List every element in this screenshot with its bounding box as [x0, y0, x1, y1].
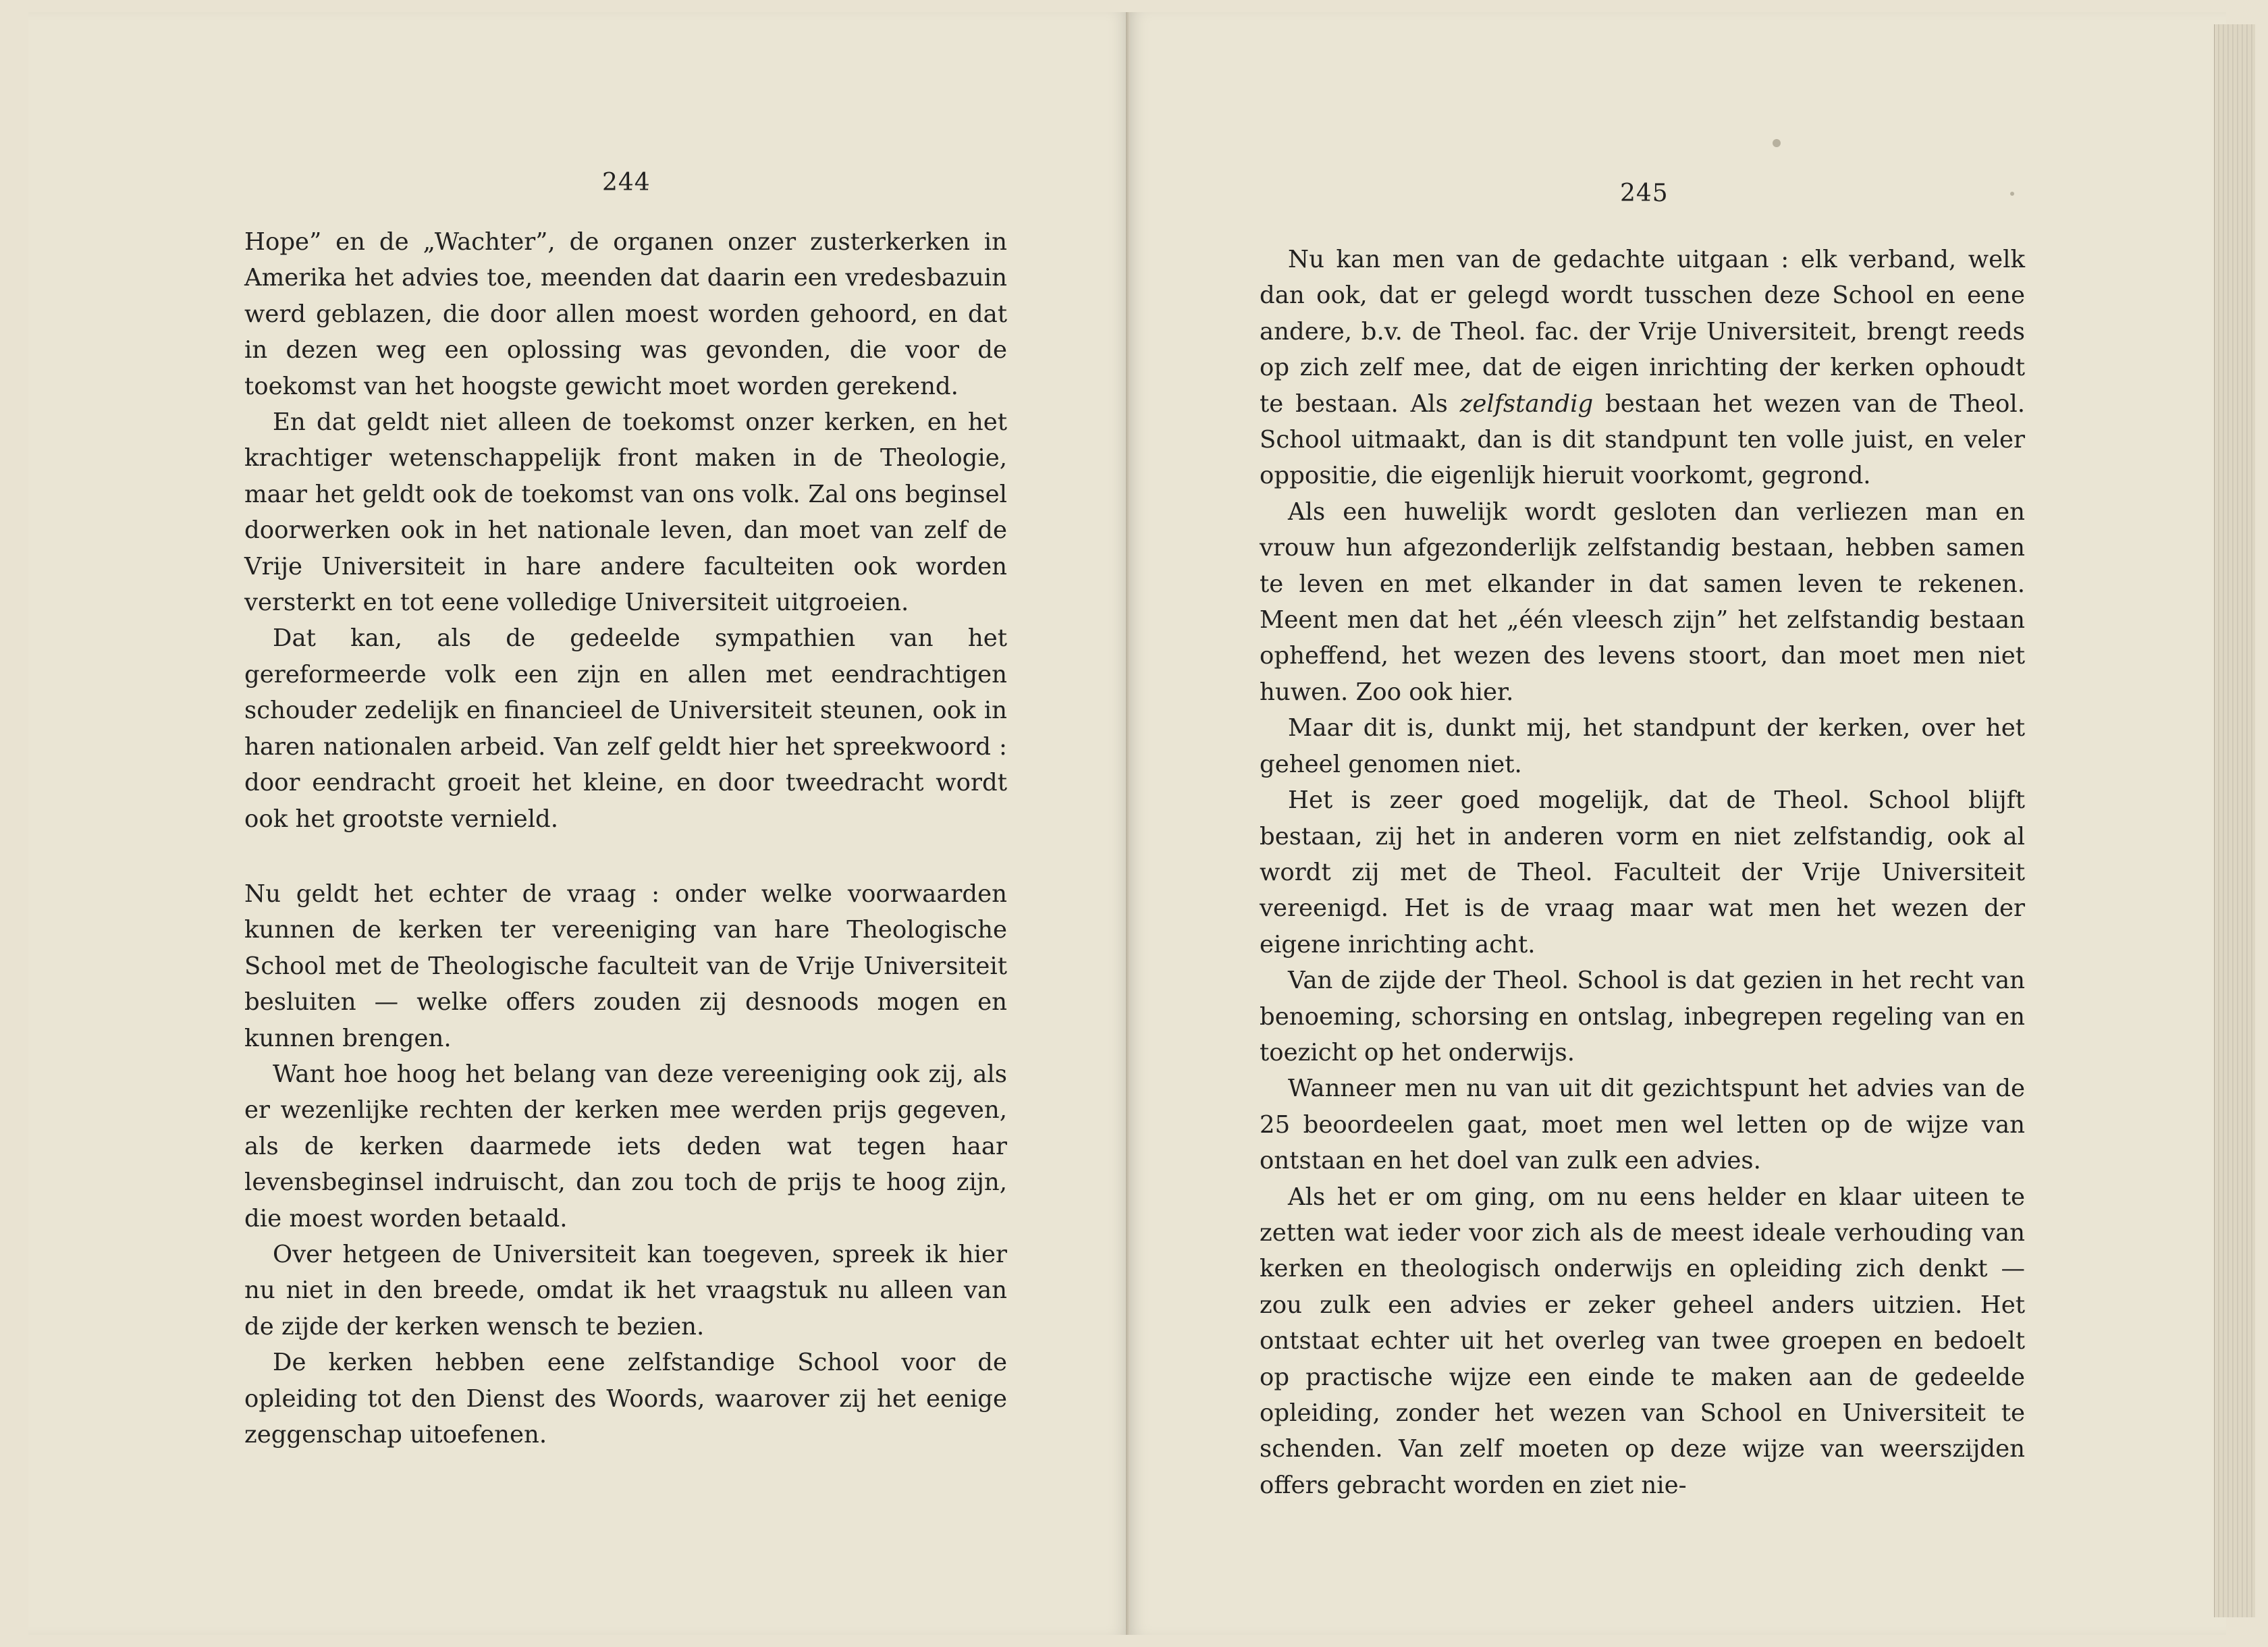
paragraph: De kerken hebben eene zelfstandige School voor de opleiding tot den Dienst des Woords, waarover zij het eenige zeggenschap uitoefenen. [244, 1349, 1007, 1449]
paragraph-text: Als [1410, 389, 1460, 418]
section-break [244, 837, 1007, 876]
paragraph: Als een huwelijk wordt gesloten dan verliezen man en vrouw hun afgezonderlijk zelfstandig bestaan, hebben samen te leven en met elkander in dat samen leven te rekenen. Meent men dat het „één vleesch zijn” het zelfstandig bestaan opheffend, het wezen des levens stoort, dan moet men niet huwen. Zoo ook hier. [1260, 497, 2025, 706]
paragraph: Nu geldt het echter de vraag : onder welke voorwaarden kunnen de kerken ter vereeniging van hare Theologische School met de Theologische faculteit van de Vrije Universiteit besluiten — welke offers zouden zij desnoods mogen en kunnen brengen. [244, 880, 1007, 1052]
paragraph: En dat geldt niet alleen de toekomst onzer kerken, en het krachtiger wetenschappelijk front maken in de Theologie, maar het geldt ook de toekomst van ons volk. Zal ons beginsel doorwerken ook in het nationale leven, dan moet van zelf de Vrije Universiteit in hare andere faculteiten ook worden versterkt en tot eene volledige Universiteit uitgroeien. [244, 408, 1007, 617]
paragraph: Als het er om ging, om nu eens helder en klaar uiteen te zetten wat ieder voor zich als de meest ideale verhouding van kerken en theologisch onderwijs en opleiding zich denkt — zou zulk een advies er zeker geheel anders uitzien. Het ontstaat echter uit het overleg van twee groepen en bedoelt op practische wijze een einde te maken aan de gedeelde opleiding, zonder het wezen van School en Universiteit te schenden. Van zelf moeten op deze wijze van weerszijden offers gebracht worden en ziet nie- [1260, 1183, 2025, 1499]
page-edges [2214, 24, 2255, 1617]
paragraph: Dat kan, als de gedeelde sympathien van het gereformeerde volk een zijn en allen met eendrachtigen schouder zedelijk en financieel de Universiteit steunen, ook in haren nationalen arbeid. Van zelf geldt hier het spreekwoord : door eendracht groeit het kleine, en door tweedracht wordt ook het grootste vernield. [244, 624, 1007, 833]
paper-spot [1773, 139, 1781, 147]
paragraph: Wanneer men nu van uit dit gezichtspunt het advies van de 25 beoordeelen gaat, moet men wel letten op de wijze van ontstaan en het doel van zulk een advies. [1260, 1075, 2025, 1175]
book-gutter [1126, 12, 1130, 1635]
italic-word: zelfstandig [1459, 389, 1594, 418]
paragraph: Over hetgeen de Universiteit kan toegeven, spreek ik hier nu niet in den breede, omdat ik het vraagstuk nu alleen van de zijde der kerken wensch te bezien. [244, 1240, 1007, 1341]
page-number-left: 244 [602, 169, 651, 196]
left-page-text [244, 224, 1007, 1453]
right-page-text [1260, 242, 2025, 1503]
paragraph: Van de zijde der Theol. School is dat gezien in het recht van benoeming, schorsing en ontslag, inbegrepen regeling van en toezicht op het onderwijs. [1260, 967, 2025, 1066]
paper-spot [2010, 192, 2014, 196]
paragraph: Maar dit is, dunkt mij, het standpunt der kerken, over het geheel genomen niet. [1260, 714, 2025, 778]
paragraph [1260, 242, 2025, 494]
paragraph: Hope” en de „Wachter”, de organen onzer zusterkerken in Amerika het advies toe, meenden dat daarin een vredesbazuin werd geblazen, die door allen moest worden gehoord, en dat in dezen weg een oplossing was gevonden, die voor de toekomst van het hoogste gewicht moet worden gerekend. [244, 228, 1007, 400]
paragraph: Het is zeer goed mogelijk, dat de Theol. School blijft bestaan, zij het in anderen vorm en niet zelfstandig, ook al wordt zij met de Theol. Faculteit der Vrije Universiteit vereenigd. Het is de vraag maar wat men het wezen der eigene inrichting acht. [1260, 786, 2025, 959]
page-number-right: 245 [1620, 180, 1669, 207]
paragraph-text: Nu kan men van de gedachte uitgaan : elk verband, welk dan ook, dat er gelegd wordt tusschen deze School en eene andere, b.v. de Theol. fac. der Vrije Universiteit, brengt reeds op zich zelf mee, dat de eigen inrichting der kerken ophoudt te bestaan. [1260, 246, 2025, 418]
paragraph-text: bestaan het wezen van de Theol. School uitmaakt, dan is dit standpunt ten volle juist, en veler oppositie, die eigenlijk hieruit voorkomt, gegrond. [1260, 389, 2025, 490]
paragraph: Want hoe hoog het belang van deze vereeniging ook zij, als er wezenlijke rechten der kerken mee werden prijs gegeven, als de kerken daarmede iets deden wat tegen haar levensbeginsel indruischt, dan zou toch de prijs te hoog zijn, die moest worden betaald. [244, 1060, 1007, 1233]
